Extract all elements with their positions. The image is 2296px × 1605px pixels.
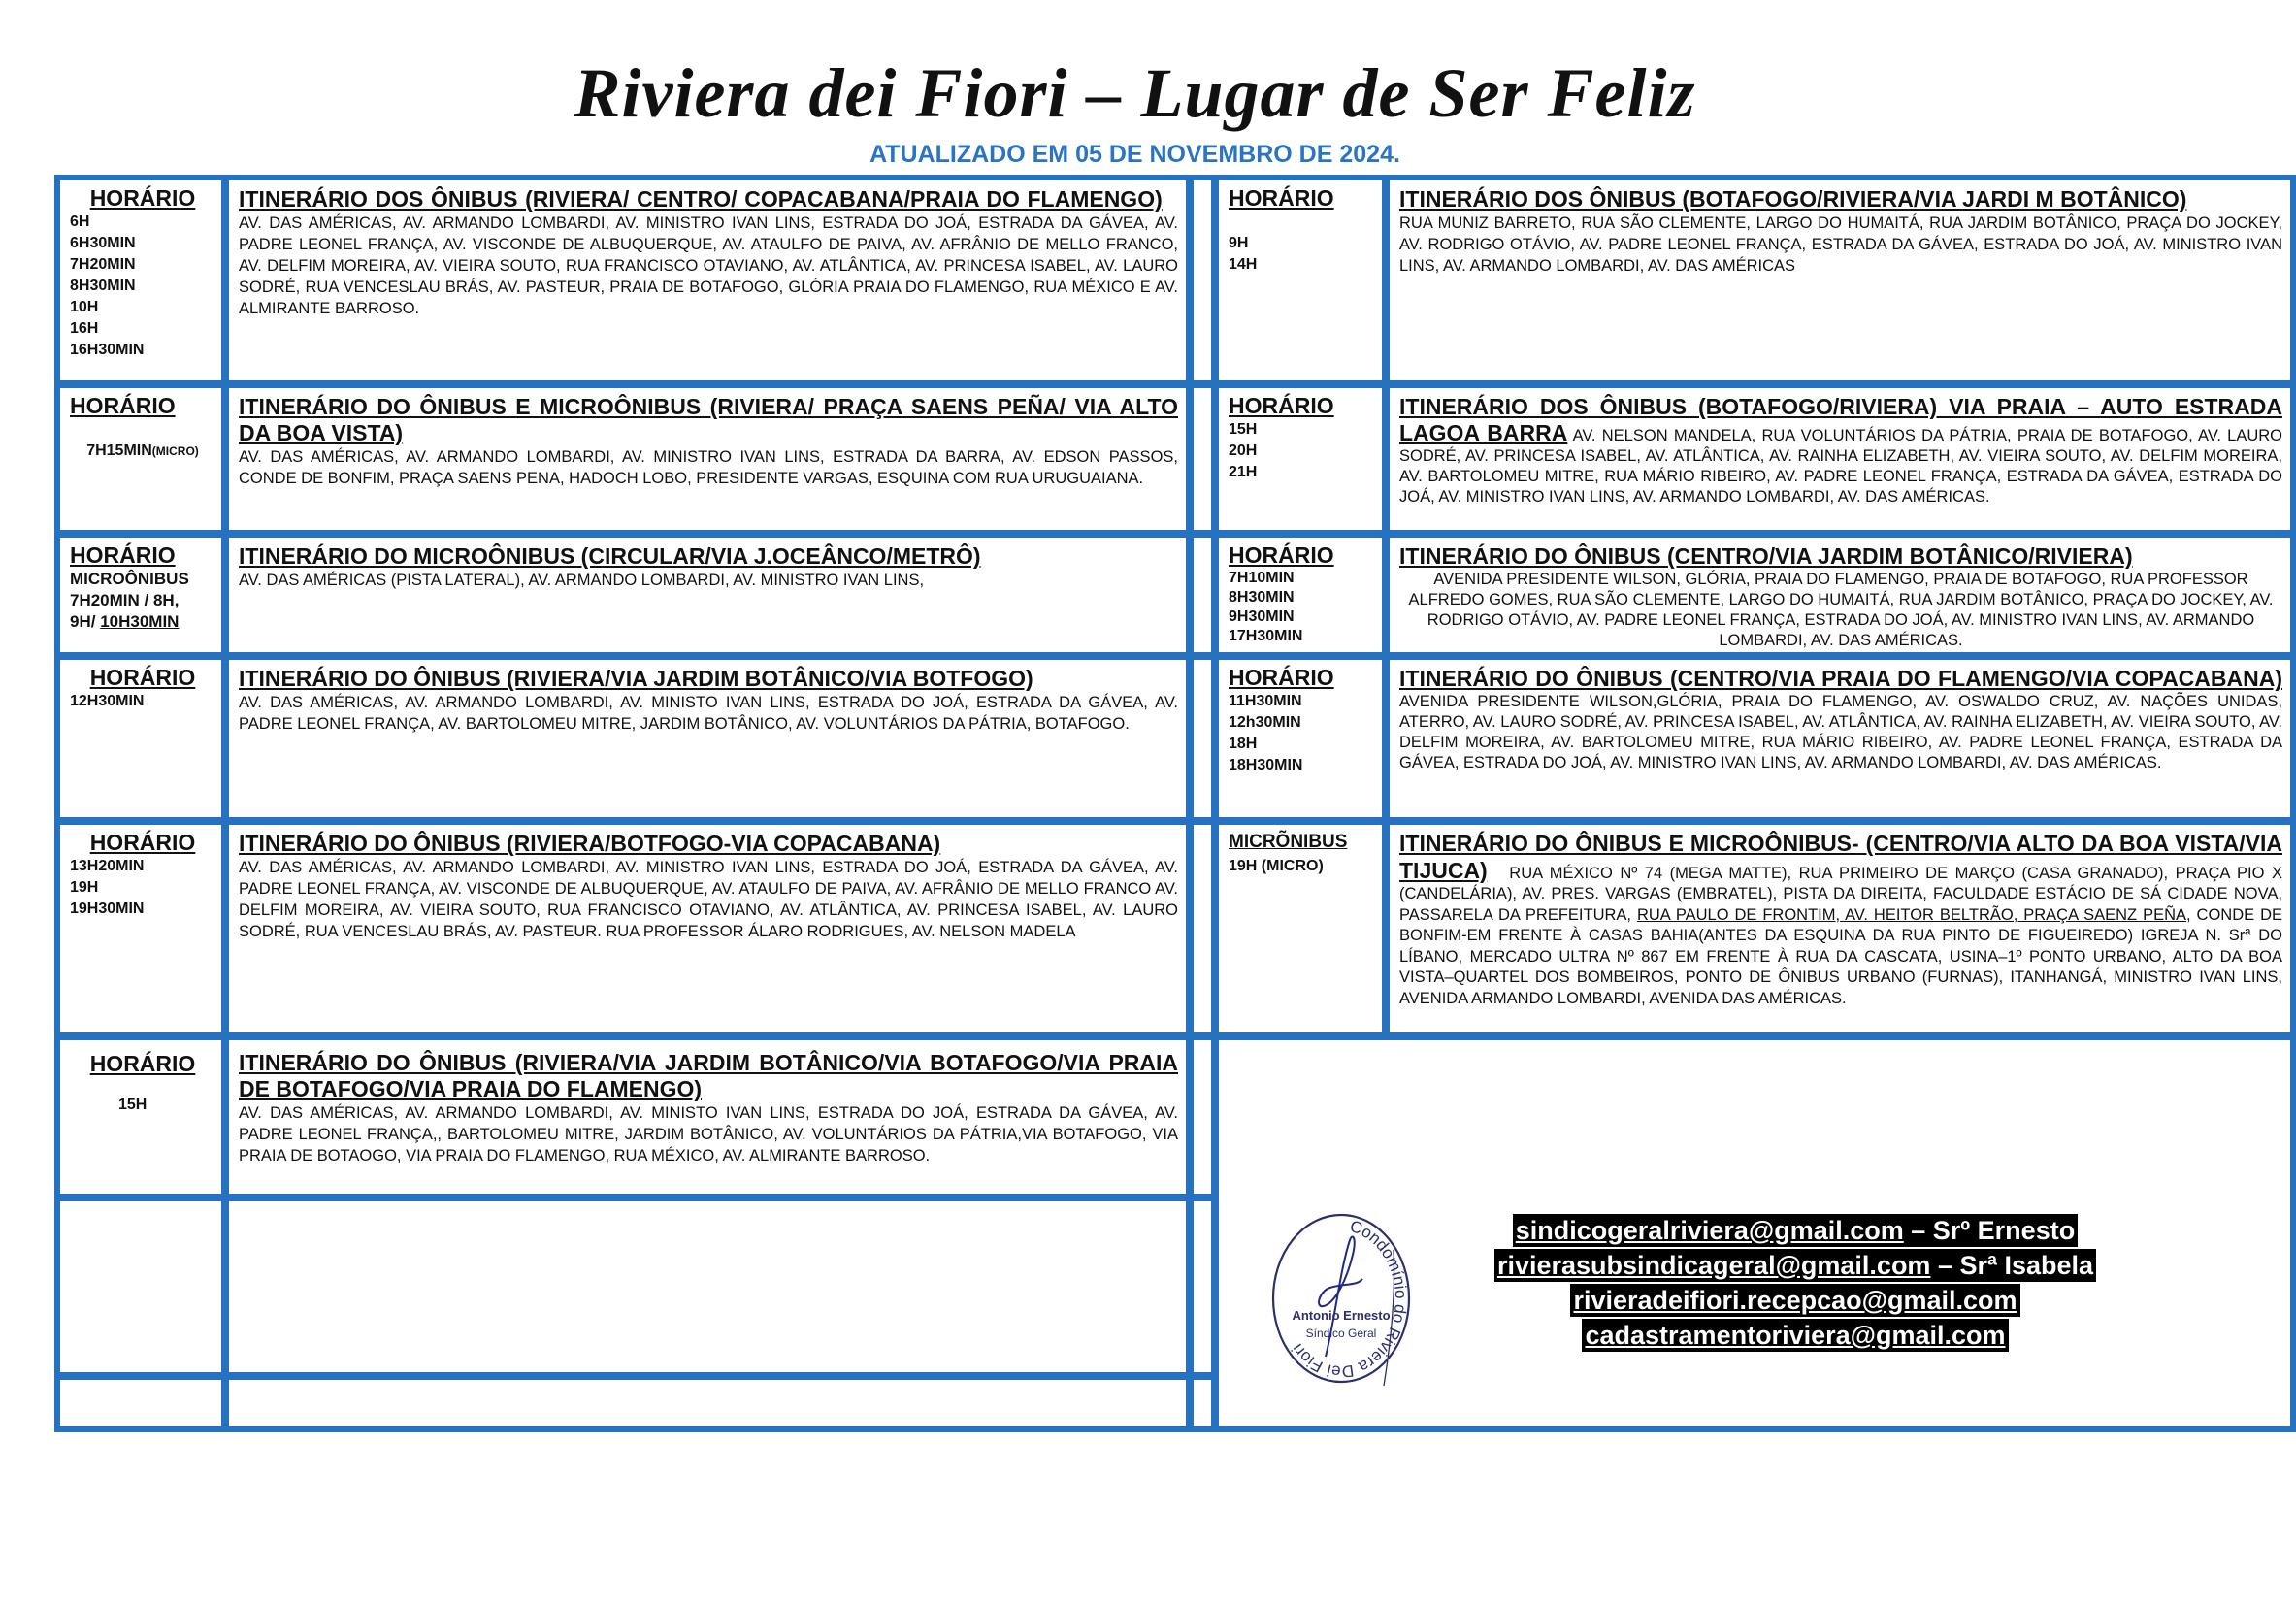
route-stops: AV. DAS AMÉRICAS (PISTA LATERAL), AV. ARMANDO LOMBARDI, AV. MINISTRO IVAN LINS,	[239, 572, 925, 589]
route-cell-r3	[1384, 532, 2296, 658]
vehicle-note: (MICRO)	[151, 444, 199, 458]
route-title: ITINERÁRIO DO ÔNIBUS (RIVIERA/VIA JARDIM BOTÂNICO/VIA BOTFOGO)	[239, 666, 1033, 691]
route-cell-r5	[1384, 819, 2296, 1038]
contact-line	[1570, 1284, 2019, 1317]
contact-name: – Srª Isabela	[1930, 1251, 2094, 1280]
route-cell-l3	[223, 532, 1192, 658]
times-label: HORÁRIO	[89, 1051, 196, 1076]
departure-time: 16H	[70, 320, 99, 337]
route-stops: RUA MUNIZ BARRETO, RUA SÃO CLEMENTE, LARGO DO HUMAITÁ, RUA JARDIM BOTÂNICO, PRAÇA DO JOCKEY, AV. RODRIGO OTÁVIO, AV. PADRE LEONEL FRANÇA, ESTRADA DA GÁVEA, ESTRADA DO JOÁ, AV. MINISTRO IVAN LINS, AV. ARMANDO LOMBARDI, AV. DAS AMÉRICAS	[1399, 214, 2282, 275]
route-title: ITINERÁRIO DO ÔNIBUS (CENTRO/VIA PRAIA DO FLAMENGO/VIA COPACABANA)	[1399, 666, 2282, 691]
schedule-times-r1	[1213, 175, 1388, 386]
contact-line	[1582, 1319, 2008, 1352]
email-link[interactable]: sindicogeralriviera@gmail.com	[1515, 1216, 1904, 1245]
stamp-ring-text: Condomínio do Riviera Dei Fiori	[1288, 1217, 1411, 1382]
condominium-stamp-icon	[1267, 1211, 1415, 1405]
route-stops: AVENIDA PRESIDENTE WILSON,GLÓRIA, PRAIA DO FLAMENGO, AV. OSWALDO CRUZ, AV. NAÇÕES UNIDAS, ATERRO, AV. LAURO SODRÉ, AV. PRINCESA ISABEL, AV. ATLÂNTICA, AV. RAINHA ELIZABETH, AV. VIEIRA SOUTO, AV. DELFIM MOREIRA, AV. BARTOLOMEU MITRE, RUA MÁRIO RIBEIRO, AV. PADRE LEONEL FRANÇA, ESTRADA DA GÁVEA, ESTRADA DO JOÁ, AV. MINISTRO IVAN LINS, AV. ARMANDO LOMBARDI, AV. DAS AMÉRICAS.	[1399, 693, 2282, 771]
departure-time: 15H	[118, 1097, 148, 1113]
departure-time: 12H30MIN	[70, 693, 145, 709]
times-label: HORÁRIO	[89, 665, 196, 690]
route-title: ITINERÁRIO DO MICROÔNIBUS (CIRCULAR/VIA J.OCEÂNCO/METRÔ)	[239, 543, 981, 569]
departure-time: 8H30MIN	[70, 278, 136, 294]
route-cell-l5	[223, 819, 1192, 1038]
schedule-times-r2	[1213, 382, 1388, 536]
times-label: HORÁRIO	[89, 830, 196, 855]
route-stops: AV. DAS AMÉRICAS, AV. ARMANDO LOMBARDI, AV. MINISTRO IVAN LINS, ESTRADA DA BARRA, AV. EDSON PASSOS, CONDE DE BONFIM, PRAÇA SAENS PENA, HADOCH LOBO, PRESIDENTE VARGAS, ESQUINA COM RUA URUGUAIANA.	[239, 448, 1178, 487]
times-label: HORÁRIO	[1229, 542, 1334, 568]
departure-time: 9H30MIN	[1229, 608, 1295, 625]
departure-time: 18H30MIN	[1229, 757, 1303, 773]
empty-times-cell	[54, 1374, 227, 1432]
route-title: ITINERÁRIO DO ÔNIBUS (RIVIERA/VIA JARDIM BOTÂNICO/VIA BOTAFOGO/VIA PRAIA DE BOTAFOGO/VIA PRAIA DO FLAMENGO)	[239, 1050, 1178, 1101]
empty-times-cell	[54, 1196, 227, 1378]
departure-time: 14H	[1229, 256, 1258, 273]
route-stops: CONDE DE BONFIM-EM FRENTE À CASAS BAHIA(ANTES DA ESQUINA DA RUA PINTO DE FIGUEIREDO) IGREJA N. Srª DO LÍBANO, MERCADO ULTRA Nº 867 EM FRENTE À RUA DA CASCATA, USINA–1º PONTO URBANO, ALTO DA BOA VISTA–QUARTEL DOS BOMBEIROS, PONTO DE ÔNIBUS URBANO (FURNAS), ITANHANGÁ, MINISTRO IVAN LINS, AVENIDA ARMANDO LOMBARDI, AVENIDA DAS AMÉRICAS.	[1399, 905, 2282, 1007]
schedule-times-r5	[1213, 819, 1388, 1038]
schedule-times-l3	[54, 532, 227, 658]
departure-time: 18H	[1229, 736, 1258, 752]
empty-route-cell	[223, 1374, 1192, 1432]
departure-time: 9H/	[70, 612, 101, 631]
times-label: HORÁRIO	[1229, 393, 1334, 418]
departure-time: 6H30MIN	[70, 235, 136, 251]
route-cell-r4	[1384, 654, 2296, 823]
route-stops: AVENIDA PRESIDENTE WILSON, GLÓRIA, PRAIA DO FLAMENGO, PRAIA DE BOTAFOGO, RUA PROFESSOR ALFREDO GOMES, RUA SÃO CLEMENTE, LARGO DO HUMAITÁ, RUA JARDIM BOTÂNICO, PRAÇA DO JOCKEY, AV. RODRIGO OTÁVIO, AV. PADRE LEONEL FRANÇA, ESTRADA DO JOÁ, AV. MINISTRO IVAN LINS, AV. ARMANDO LOMBARDI, AV. DAS AMÉRICAS.	[1408, 571, 2274, 649]
schedule-times-l2	[54, 382, 227, 536]
contact-line	[1513, 1214, 2078, 1247]
route-title: ITINERÁRIO DOS ÔNIBUS (BOTAFOGO/RIVIERA/VIA JARDI M BOTÂNICO)	[1399, 186, 2187, 212]
route-cell-r2	[1384, 382, 2296, 536]
schedule-times-r3	[1213, 532, 1388, 658]
departure-time: 19H (MICRO)	[1229, 858, 1324, 874]
schedule-times-l4	[54, 654, 227, 823]
times-label: HORÁRIO	[89, 185, 196, 211]
departure-time: 13H20MIN	[70, 858, 145, 874]
email-link[interactable]: rivierasubsindicageral@gmail.com	[1496, 1251, 1931, 1280]
updated-date: ATUALIZADO EM 05 DE NOVEMBRO DE 2024.	[869, 141, 1400, 168]
email-link[interactable]: cadastramentoriviera@gmail.com	[1585, 1321, 2006, 1350]
stamp-role: Síndico Geral	[1305, 1327, 1377, 1340]
departure-time: 15H	[1229, 421, 1258, 438]
route-stops: RUA MÉXICO Nº 74 (MEGA MATTE), RUA PRIMEIRO DE MARÇO (CASA GRANADO), PRAÇA PIO X (CANDELÁRIA), AV. PRES. VARGAS (EMBRATEL), PISTA DA DIREITA, FACULDADE ESTÁCIO DE SÁ CIDADE NOVA, PASSARELA DA PREFEITURA,	[1399, 864, 2282, 924]
schedule-times-r4	[1213, 654, 1388, 823]
departure-time: 7H15MIN	[86, 442, 152, 459]
page-title: Riviera dei Fiori – Lugar de Ser Feliz	[574, 54, 1696, 132]
route-stops: AV. NELSON MANDELA, RUA VOLUNTÁRIOS DA PÁTRIA, PRAIA DE BOTAFOGO, AV. LAURO SODRÉ, AV. PRINCESA ISABEL, AV. ATLÂNTICA, AV. RAINHA ELIZABETH, AV. VIEIRA SOUTO, AV. DELFIM MOREIRA, AV. BARTOLOMEU MITRE, RUA MÁRIO RIBEIRO, AV. PADRE LEONEL FRANÇA, ESTRADA DA GÁVEA, ESTRADA DO JOÁ, AV. MINISTRO IVAN LINS, AV. ARMANDO LOMBARDI, AV. DAS AMÉRICAS.	[1399, 427, 2283, 506]
departure-time: 8H30MIN	[1229, 589, 1295, 606]
times-label: MICRÕNIBUS	[1229, 832, 1348, 852]
times-label: HORÁRIO	[1229, 185, 1334, 211]
route-cell-l2	[223, 382, 1192, 536]
route-stops: AV. DAS AMÉRICAS, AV. ARMANDO LOMBARDI, AV. MINISTO IVAN LINS, ESTRADA DO JOÁ, ESTRADA DA GÁVEA, AV. PADRE LEONEL FRANÇA, AV. BARTOLOMEU MITRE, JARDIM BOTÂNICO, AV. VOLUNTÁRIOS DA PÁTRIA, BOTAFOGO.	[239, 694, 1178, 733]
schedule-times-l1	[54, 175, 227, 386]
departure-time: 19H	[70, 879, 99, 896]
route-cell-l6	[223, 1034, 1192, 1199]
departure-time: 10H30MIN	[100, 612, 180, 631]
route-cell-l1	[223, 175, 1192, 386]
departure-time: 9H	[1229, 235, 1249, 251]
empty-route-cell	[223, 1196, 1192, 1378]
route-title: ITINERÁRIO DOS ÔNIBUS (RIVIERA/ CENTRO/ COPACABANA/PRAIA DO FLAMENGO)	[239, 186, 1163, 212]
route-stops: AV. DAS AMÉRICAS, AV. ARMANDO LOMBARDI, AV. MINISTRO IVAN LINS, ESTRADA DO JOÁ, ESTRADA DA GÁVEA, AV. PADRE LEONEL FRANÇA, AV. VISCONDE DE ALBUQUERQUE, AV. ATAULFO DE PAIVA, AV. AFRÂNIO DE MELLO FRANCO AV. DELFIM MOREIRA, AV. VIEIRA SOUTO, RUA FRANCISCO OTAVIANO, AV. ATLÂNTICA, AV. PRINCESA ISABEL, AV. LAURO SODRÉ, RUA VENCESLAU BRÁS, AV. PASTEUR. RUA PROFESSOR ÁLARO RODRIGUES, AV. NELSON MADELA	[239, 859, 1178, 940]
route-stops-underlined: RUA PAULO DE FRONTIM, AV. HEITOR BELTRÃO, PRAÇA SAENZ PEÑA,	[1636, 905, 2191, 924]
schedule-times-l6	[54, 1034, 227, 1199]
contact-line	[1494, 1249, 2096, 1282]
route-title: ITINERÁRIO DO ÔNIBUS (RIVIERA/BOTFOGO-VIA COPACABANA)	[239, 831, 941, 856]
departure-time: 21H	[1229, 464, 1258, 480]
departure-time: 20H	[1229, 442, 1258, 459]
departure-time: 12h30MIN	[1229, 714, 1301, 731]
departure-time: 16H30MIN	[70, 342, 145, 358]
contact-name: – Srº Ernesto	[1903, 1216, 2076, 1245]
departure-time: 11H30MIN	[1229, 693, 1302, 709]
route-stops: AV. DAS AMÉRICAS, AV. ARMANDO LOMBARDI, AV. MINISTO IVAN LINS, ESTRADA DO JOÁ, ESTRADA DA GÁVEA, AV. PADRE LEONEL FRANÇA,, BARTOLOMEU MITRE, JARDIM BOTÂNICO, AV. VOLUNTÁRIOS DA PÁTRIA,VIA BOTAFOGO, VIA PRAIA DE BOTAOGO, VIA PRAIA DO FLAMENGO, RUA MÉXICO, AV. ALMIRANTE BARROSO.	[239, 1104, 1178, 1164]
times-label: HORÁRIO	[70, 393, 176, 418]
times-label: HORÁRIO	[1229, 665, 1334, 690]
route-cell-l4	[223, 654, 1192, 823]
email-link[interactable]: rivieradeifiori.recepcao@gmail.com	[1573, 1286, 2017, 1315]
route-title: ITINERÁRIO DO ÔNIBUS E MICROÔNIBUS- (CENTRO/VIA ALTO DA BOA VISTA/VIA TIJUCA)	[1399, 831, 2282, 883]
departure-time: 7H20MIN	[70, 256, 136, 273]
departure-time: 7H10MIN	[1229, 570, 1295, 586]
departure-time: 19H30MIN	[70, 901, 145, 917]
schedule-times-l5	[54, 819, 227, 1038]
departure-times: 7H20MIN / 8H,	[70, 591, 180, 609]
route-title: ITINERÁRIO DO ÔNIBUS E MICROÔNIBUS (RIVIERA/ PRAÇA SAENS PEÑA/ VIA ALTO DA BOA VISTA)	[239, 394, 1178, 445]
departure-time: 6H	[70, 213, 90, 230]
route-cell-r1	[1384, 175, 2296, 386]
times-label: HORÁRIO	[70, 542, 176, 568]
route-title: ITINERÁRIO DOS ÔNIBUS (BOTAFOGO/RIVIERA) VIA PRAIA – AUTO ESTRADA LAGOA BARRA	[1399, 394, 2282, 445]
departure-time: 17H30MIN	[1229, 628, 1303, 644]
stamp-name: Antonio Ernesto	[1292, 1308, 1391, 1323]
route-stops: AV. DAS AMÉRICAS, AV. ARMANDO LOMBARDI, AV. MINISTRO IVAN LINS, ESTRADA DO JOÁ, ESTRADA DA GÁVEA, AV. PADRE LEONEL FRANÇA, AV. VISCONDE DE ALBUQUERQUE, AV. ATAULFO DE PAIVA, AV. AFRÂNIO DE MELLO FRANCO, AV. DELFIM MOREIRA, AV. VIEIRA SOUTO, RUA FRANCISCO OTAVIANO, AV. ATLÂNTICA, AV. PRINCESA ISABEL, AV. LAURO SODRÉ, RUA VENCESLAU BRÁS, AV. PASTEUR, PRAIA DE BOTAFOGO, GLÓRIA PRAIA DO FLAMENGO, RUA MÉXICO E AV. ALMIRANTE BARROSO.	[239, 214, 1178, 317]
route-title: ITINERÁRIO DO ÔNIBUS (CENTRO/VIA JARDIM BOTÂNICO/RIVIERA)	[1399, 543, 2133, 569]
vehicle-type: MICROÔNIBUS	[70, 570, 189, 588]
contact-emails	[1446, 1213, 2145, 1353]
departure-time: 10H	[70, 299, 99, 315]
